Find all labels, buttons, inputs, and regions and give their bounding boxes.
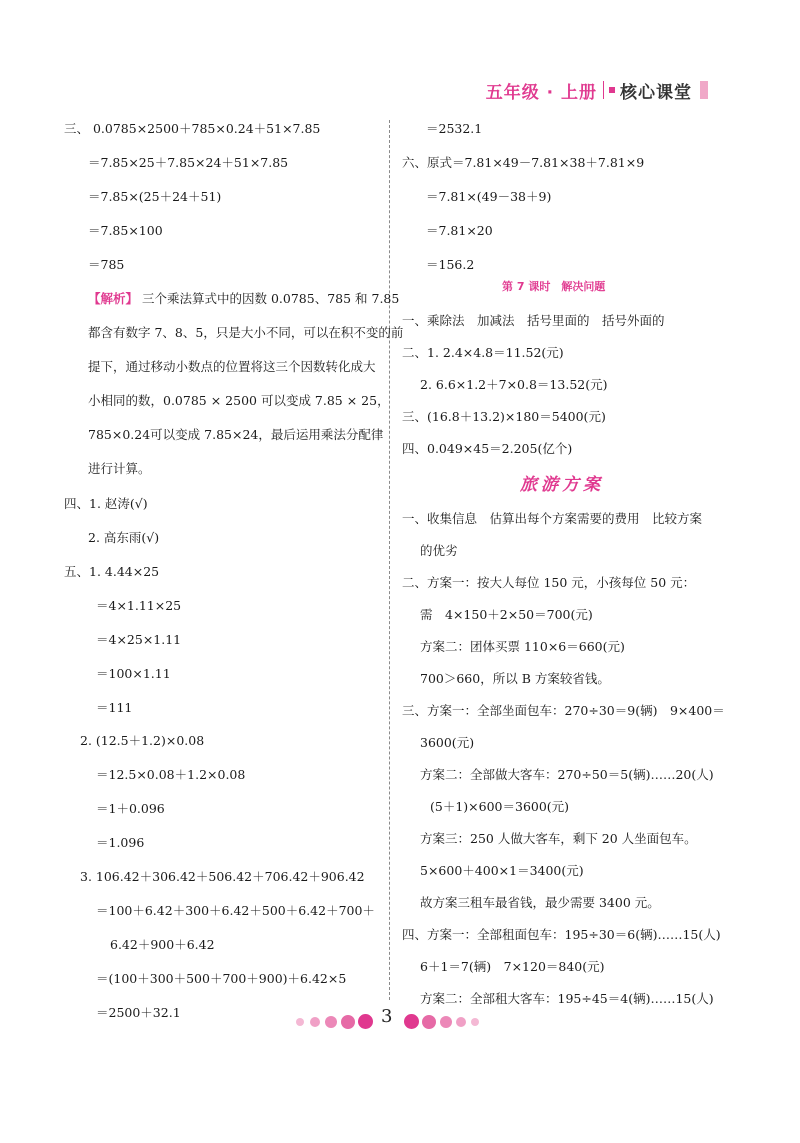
left-line-22: ＝1.096 <box>96 835 145 850</box>
right-line-17: 三、方案一：全部坐面包车：270÷30＝9(辆) 9×400＝ <box>402 703 725 718</box>
page-number: 3 <box>381 1006 393 1027</box>
right-line-16: 700＞660，所以 B 方案较省钱。 <box>420 671 610 686</box>
square-icon <box>609 87 615 93</box>
left-line-8: 提下，通过移动小数点的位置将这三个因数转化成大 <box>88 359 376 374</box>
brand-label: 核心课堂 <box>620 82 692 103</box>
left-line-25: 6.42＋900＋6.42 <box>110 937 215 952</box>
left-line-7: 都含有数字 7、8、5，只是大小不同，可以在积不变的前 <box>88 325 404 340</box>
left-line-2: ＝7.85×25＋7.85×24＋51×7.85 <box>88 155 289 170</box>
right-line-21: 方案三：250 人做大客车，剩下 20 人坐面包车。 <box>420 831 697 846</box>
footer-dot-icon <box>404 1014 419 1029</box>
right-line-4: ＝7.81×20 <box>426 223 493 238</box>
left-line-4: ＝7.85×100 <box>88 223 163 238</box>
analysis-tag: 【解析】 <box>88 291 139 306</box>
header-divider <box>603 81 604 99</box>
footer-dot-icon <box>456 1017 466 1027</box>
left-line-1: 三、 0.0785×2500＋785×0.24＋51×7.85 <box>64 121 321 136</box>
footer-dot-icon <box>310 1017 320 1027</box>
left-line-20: ＝12.5×0.08＋1.2×0.08 <box>96 767 246 782</box>
footer-dot-icon <box>422 1015 436 1029</box>
left-line-11: 进行计算。 <box>88 461 151 476</box>
left-line-9: 小相同的数，0.0785 × 2500 可以变成 7.85 × 25， <box>88 393 390 408</box>
right-line-25: 6＋1＝7(辆) 7×120＝840(元) <box>420 959 605 974</box>
footer-dot-icon <box>358 1014 373 1029</box>
grade-label: 五年级 · 上册 <box>485 82 597 103</box>
left-line-18: ＝111 <box>96 700 133 715</box>
lesson-title: 第 7 课时 解决问题 <box>502 280 606 293</box>
left-line-27: ＝2500＋32.1 <box>96 1005 181 1020</box>
right-line-26: 方案二：全部租大客车：195÷45＝4(辆)……15(人) <box>420 991 714 1006</box>
left-line-10: 785×0.24可以变成 7.85×24，最后运用乘法分配律 <box>88 427 384 442</box>
left-line-24: ＝100＋6.42＋300＋6.42＋500＋6.42＋700＋ <box>96 903 375 918</box>
right-line-19: 方案二：全部做大客车：270÷50＝5(辆)……20(人) <box>420 767 714 782</box>
right-line-22: 5×600＋400×1＝3400(元) <box>420 863 584 878</box>
left-line-26: ＝(100＋300＋500＋700＋900)＋6.42×5 <box>96 971 347 986</box>
right-line-23: 故方案三租车最省钱，最少需要 3400 元。 <box>420 895 660 910</box>
right-line-11: 一、收集信息 估算出每个方案需要的费用 比较方案 <box>402 511 703 526</box>
column-divider <box>389 120 390 1000</box>
footer-dot-icon <box>296 1018 304 1026</box>
left-line-12: 四、1. 赵涛(√) <box>64 496 148 511</box>
left-line-23: 3. 106.42＋306.42＋506.42＋706.42＋906.42 <box>80 869 365 884</box>
right-line-13: 二、方案一：按大人每位 150 元，小孩每位 50 元： <box>402 575 696 590</box>
right-line-8: 2. 6.6×1.2＋7×0.8＝13.52(元) <box>420 377 608 392</box>
footer-dot-icon <box>471 1018 479 1026</box>
footer-dot-icon <box>440 1016 452 1028</box>
right-line-24: 四、方案一：全部租面包车：195÷30＝6(辆)……15(人) <box>402 927 721 942</box>
right-line-6: 一、乘除法 加减法 括号里面的 括号外面的 <box>402 313 665 328</box>
right-line-18: 3600(元) <box>420 735 475 750</box>
right-line-2: 六、原式＝7.81×49－7.81×38＋7.81×9 <box>402 155 645 170</box>
right-line-10: 四、0.049×45＝2.205(亿个) <box>402 441 573 456</box>
right-line-12: 的优劣 <box>420 543 458 558</box>
right-line-9: 三、(16.8＋13.2)×180＝5400(元) <box>402 409 606 424</box>
left-line-15: ＝4×1.11×25 <box>96 598 182 613</box>
right-line-7: 二、1. 2.4×4.8＝11.52(元) <box>402 345 564 360</box>
left-line-5: ＝785 <box>88 257 125 272</box>
page-footer <box>0 1010 800 1034</box>
right-line-20: (5＋1)×600＝3600(元) <box>430 799 570 814</box>
left-line-17: ＝100×1.11 <box>96 666 171 681</box>
page-header <box>486 78 708 102</box>
right-line-1: ＝2532.1 <box>426 121 483 136</box>
right-line-15: 方案二：团体买票 110×6＝660(元) <box>420 639 625 654</box>
left-line-3: ＝7.85×(25＋24＋51) <box>88 189 222 204</box>
left-line-19: 2. (12.5＋1.2)×0.08 <box>80 733 205 748</box>
left-line-14: 五、1. 4.44×25 <box>64 564 160 579</box>
left-line-21: ＝1＋0.096 <box>96 801 165 816</box>
footer-dot-icon <box>341 1015 355 1029</box>
right-line-3: ＝7.81×(49－38＋9) <box>426 189 552 204</box>
analysis-line <box>88 291 399 307</box>
header-end-bar <box>700 81 708 99</box>
right-line-5: ＝156.2 <box>426 257 475 272</box>
analysis-text: 三个乘法算式中的因数 0.0785、785 和 7.85 <box>138 291 400 306</box>
footer-dot-icon <box>325 1016 337 1028</box>
left-line-13: 2. 高东雨(√) <box>88 530 160 545</box>
section-title: 旅游方案 <box>520 475 604 495</box>
left-line-16: ＝4×25×1.11 <box>96 632 182 647</box>
right-line-14: 需 4×150＋2×50＝700(元) <box>420 607 593 622</box>
